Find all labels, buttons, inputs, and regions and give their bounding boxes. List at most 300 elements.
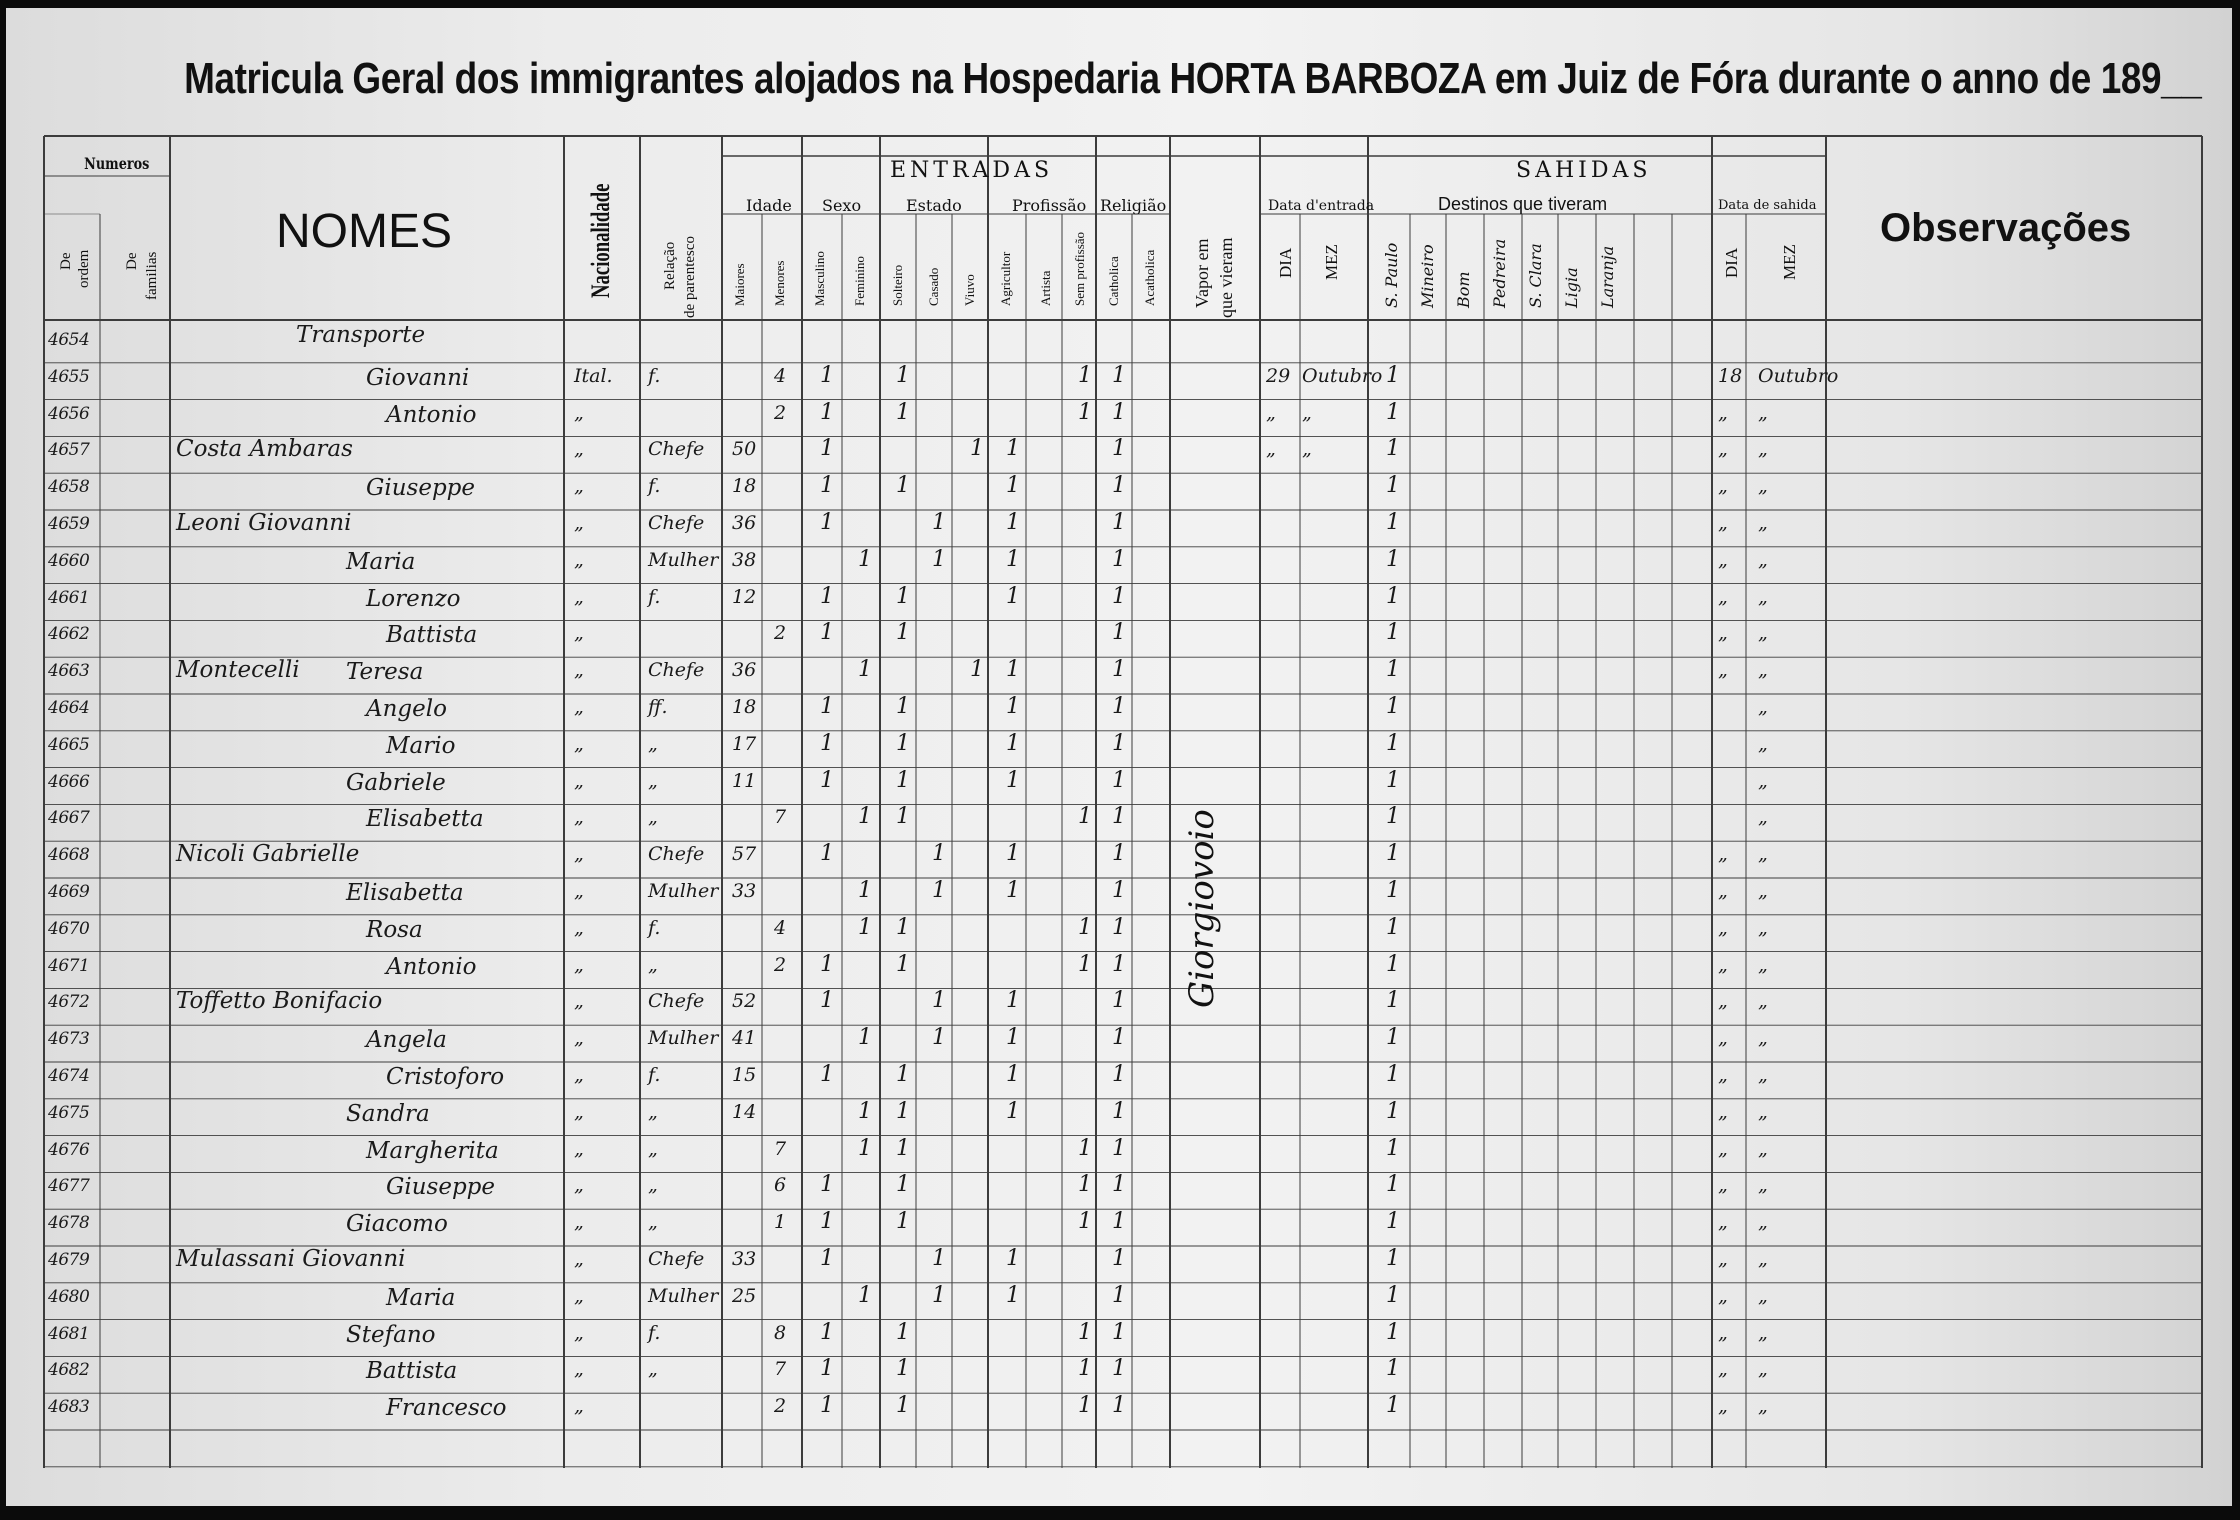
casado-header: Casado bbox=[926, 267, 941, 306]
row-number: 4658 bbox=[48, 477, 90, 498]
row-masculino: 1 bbox=[820, 1356, 834, 1382]
row-given-name: Elisabetta bbox=[346, 880, 464, 906]
row-sahida-mez: „ bbox=[1758, 806, 1768, 829]
destino-header-4: Pedreira bbox=[1490, 238, 1509, 308]
row-casado: 1 bbox=[932, 1282, 946, 1308]
row-masculino: 1 bbox=[820, 510, 834, 535]
row-surname: Montecelli bbox=[176, 657, 300, 684]
row-maiores: 25 bbox=[732, 1284, 757, 1307]
row-maiores: 57 bbox=[732, 843, 757, 866]
row-sahida-dia: „ bbox=[1718, 1211, 1728, 1234]
row-given-name: Rosa bbox=[366, 916, 423, 943]
row-sahida-mez: „ bbox=[1758, 1284, 1768, 1307]
row-destino: 1 bbox=[1386, 1209, 1400, 1235]
row-agricultor: 1 bbox=[1006, 546, 1020, 572]
row-catholica: 1 bbox=[1112, 436, 1126, 462]
row-destino: 1 bbox=[1386, 362, 1400, 388]
row-nacionalidade: „ bbox=[574, 438, 584, 461]
row-nacionalidade: „ bbox=[574, 1027, 584, 1050]
row-catholica: 1 bbox=[1112, 1172, 1126, 1198]
row-masculino: 1 bbox=[820, 988, 834, 1014]
row-given-name: Cristoforo bbox=[386, 1064, 505, 1090]
row-maiores: 36 bbox=[732, 512, 757, 534]
row-sahida-mez: „ bbox=[1758, 953, 1768, 976]
row-agricultor: 1 bbox=[1006, 1062, 1020, 1087]
profissao-header: Profissão bbox=[1012, 196, 1087, 215]
row-destino: 1 bbox=[1386, 546, 1400, 572]
row-entrada-dia: „ bbox=[1266, 401, 1276, 424]
row-relacao: f. bbox=[648, 1064, 661, 1086]
row-catholica: 1 bbox=[1112, 694, 1126, 719]
row-given-name: Giuseppe bbox=[386, 1174, 496, 1201]
row-nacionalidade: „ bbox=[574, 1100, 584, 1123]
row-sahida-mez: „ bbox=[1758, 769, 1768, 792]
row-sahida-dia: „ bbox=[1718, 438, 1728, 461]
row-viuvo: 1 bbox=[970, 657, 984, 683]
row-sahida-mez: „ bbox=[1758, 1395, 1768, 1418]
row-sahida-dia: „ bbox=[1718, 585, 1728, 608]
row-sahida-mez: „ bbox=[1758, 843, 1768, 866]
row-entrada-mez: „ bbox=[1302, 438, 1312, 461]
row-feminino: 1 bbox=[858, 804, 872, 830]
row-entrada-dia: 29 bbox=[1266, 364, 1291, 387]
row-masculino: 1 bbox=[820, 1172, 834, 1198]
row-catholica: 1 bbox=[1112, 1356, 1126, 1382]
row-sahida-dia: „ bbox=[1718, 1395, 1728, 1418]
row-destino: 1 bbox=[1386, 1062, 1400, 1087]
row-menores: 4 bbox=[774, 916, 787, 939]
row-solteiro: 1 bbox=[896, 804, 910, 830]
nacionalidade-header: Nacionalidade bbox=[586, 183, 615, 298]
row-nacionalidade: „ bbox=[574, 843, 584, 866]
row-relacao: „ bbox=[648, 953, 658, 976]
row-sem-profissao: 1 bbox=[1078, 1172, 1092, 1198]
row-masculino: 1 bbox=[820, 694, 834, 719]
row-sahida-dia: „ bbox=[1718, 659, 1728, 682]
destino-header-7: Laranja bbox=[1598, 245, 1617, 308]
row-number: 4679 bbox=[48, 1250, 90, 1270]
maiores-header: Maiores bbox=[732, 263, 747, 306]
row-surname: Nicoli Gabrielle bbox=[176, 841, 360, 868]
row-number: 4666 bbox=[48, 771, 90, 792]
row-number: 4680 bbox=[48, 1286, 90, 1307]
row-masculino: 1 bbox=[820, 473, 834, 499]
row-nacionalidade: „ bbox=[574, 1248, 584, 1270]
row-given-name: Angelo bbox=[366, 696, 447, 722]
row-number: 4678 bbox=[48, 1213, 90, 1234]
destino-header-5: S. Clara bbox=[1526, 243, 1545, 308]
row-number: 4665 bbox=[48, 734, 90, 755]
row-destino: 1 bbox=[1386, 1356, 1400, 1382]
row-solteiro: 1 bbox=[896, 1062, 910, 1087]
row-number: 4659 bbox=[48, 514, 90, 534]
row-solteiro: 1 bbox=[896, 1172, 910, 1198]
row-masculino: 1 bbox=[820, 1393, 834, 1419]
row-number: 4661 bbox=[48, 587, 90, 608]
row-solteiro: 1 bbox=[896, 951, 910, 977]
vapor-name: Giorgiovoio bbox=[1182, 809, 1222, 1008]
row-destino: 1 bbox=[1386, 620, 1400, 646]
row-given-name: Lorenzo bbox=[366, 585, 461, 612]
row-number: 4663 bbox=[48, 661, 90, 682]
row-entrada-mez: Outubro bbox=[1302, 364, 1383, 387]
row-sahida-mez: „ bbox=[1758, 990, 1768, 1013]
idade-header: Idade bbox=[746, 196, 792, 215]
row-sahida-dia: „ bbox=[1718, 1248, 1728, 1270]
row-agricultor: 1 bbox=[1006, 767, 1020, 793]
row-nacionalidade: „ bbox=[574, 990, 584, 1013]
row-number: 4676 bbox=[48, 1139, 90, 1160]
row-maiores: 38 bbox=[732, 548, 757, 571]
row-sem-profissao: 1 bbox=[1078, 951, 1092, 977]
row-destino: 1 bbox=[1386, 878, 1400, 903]
row-masculino: 1 bbox=[820, 767, 834, 793]
row-sahida-mez: „ bbox=[1758, 1027, 1768, 1050]
de-ordem-header-2: ordem bbox=[76, 249, 92, 288]
row-nacionalidade: „ bbox=[574, 1064, 584, 1086]
row-catholica: 1 bbox=[1112, 878, 1126, 903]
row-maiores: 15 bbox=[732, 1064, 757, 1086]
register-page bbox=[6, 8, 2232, 1506]
row-agricultor: 1 bbox=[1006, 436, 1020, 462]
row-menores: 6 bbox=[774, 1174, 787, 1197]
solteiro-header: Solteiro bbox=[890, 264, 905, 306]
row-catholica: 1 bbox=[1112, 1393, 1126, 1419]
row-sahida-dia: 18 bbox=[1718, 364, 1743, 387]
row-agricultor: 1 bbox=[1006, 657, 1020, 683]
row-given-name: Battista bbox=[386, 622, 478, 649]
row-given-name: Angela bbox=[366, 1027, 447, 1054]
row-relacao: Mulher bbox=[648, 548, 719, 571]
row-destino: 1 bbox=[1386, 399, 1400, 425]
row-catholica: 1 bbox=[1112, 473, 1126, 499]
row-solteiro: 1 bbox=[896, 583, 910, 609]
row-sahida-dia: „ bbox=[1718, 990, 1728, 1013]
row-solteiro: 1 bbox=[896, 914, 910, 940]
vapor-header: Vapor em bbox=[1192, 238, 1212, 308]
row-menores: 4 bbox=[774, 364, 787, 387]
row-sahida-mez: „ bbox=[1758, 512, 1768, 534]
row-sahida-mez: „ bbox=[1758, 1100, 1768, 1123]
row-menores: 2 bbox=[774, 1395, 787, 1418]
row-masculino: 1 bbox=[820, 1062, 834, 1087]
row-surname: Costa Ambaras bbox=[176, 436, 353, 463]
row-agricultor: 1 bbox=[1006, 841, 1020, 867]
row-sem-profissao: 1 bbox=[1078, 914, 1092, 940]
row-menores: 2 bbox=[774, 401, 787, 424]
row-sahida-mez: „ bbox=[1758, 1211, 1768, 1234]
row-number: 4682 bbox=[48, 1360, 90, 1381]
row-sahida-mez: „ bbox=[1758, 438, 1768, 461]
row-sahida-dia: „ bbox=[1718, 953, 1728, 976]
row-number: 4662 bbox=[48, 624, 90, 645]
row-sahida-mez: „ bbox=[1758, 696, 1768, 718]
row-casado: 1 bbox=[932, 878, 946, 903]
row-catholica: 1 bbox=[1112, 1025, 1126, 1051]
row-given-name: Elisabetta bbox=[366, 806, 484, 833]
row-nacionalidade: „ bbox=[574, 1174, 584, 1197]
row-sahida-dia: „ bbox=[1718, 843, 1728, 866]
row-nacionalidade: „ bbox=[574, 769, 584, 792]
row-number: 4656 bbox=[48, 403, 90, 424]
row-sahida-dia: „ bbox=[1718, 475, 1728, 498]
row-destino: 1 bbox=[1386, 1135, 1400, 1161]
row-catholica: 1 bbox=[1112, 362, 1126, 388]
religiao-header: Religião bbox=[1100, 196, 1167, 215]
data-sahida-header: Data de sahida bbox=[1718, 198, 1817, 213]
row-given-name: Stefano bbox=[346, 1321, 436, 1348]
row-relacao: Chefe bbox=[648, 438, 705, 461]
row-destino: 1 bbox=[1386, 510, 1400, 535]
row-catholica: 1 bbox=[1112, 914, 1126, 940]
row-destino: 1 bbox=[1386, 767, 1400, 793]
row-sahida-mez: „ bbox=[1758, 622, 1768, 645]
row-maiores: 41 bbox=[732, 1027, 757, 1050]
row-relacao: Chefe bbox=[648, 1248, 705, 1270]
row-maiores: 50 bbox=[732, 438, 757, 461]
row-masculino: 1 bbox=[820, 730, 834, 756]
row-sahida-dia: „ bbox=[1718, 916, 1728, 939]
row-nacionalidade: „ bbox=[574, 880, 584, 902]
row-destino: 1 bbox=[1386, 804, 1400, 830]
row-solteiro: 1 bbox=[896, 767, 910, 793]
row-solteiro: 1 bbox=[896, 620, 910, 646]
row-masculino: 1 bbox=[820, 1209, 834, 1235]
row-catholica: 1 bbox=[1112, 510, 1126, 535]
row-solteiro: 1 bbox=[896, 1356, 910, 1382]
row-maiores: 33 bbox=[732, 880, 757, 902]
row-relacao: Mulher bbox=[648, 1284, 719, 1307]
row-number: 4673 bbox=[48, 1029, 90, 1050]
row-sem-profissao: 1 bbox=[1078, 1356, 1092, 1382]
row-relacao: „ bbox=[648, 732, 658, 755]
row-maiores: 18 bbox=[732, 475, 757, 498]
destino-header-6: Ligia bbox=[1562, 267, 1581, 308]
row-relacao: ff. bbox=[648, 696, 668, 718]
row-agricultor: 1 bbox=[1006, 878, 1020, 903]
row-feminino: 1 bbox=[858, 1098, 872, 1124]
row-sahida-dia: „ bbox=[1718, 1284, 1728, 1307]
row-surname: Mulassani Giovanni bbox=[176, 1246, 406, 1272]
row-casado: 1 bbox=[932, 1246, 946, 1271]
transporte-label: Transporte bbox=[296, 322, 426, 348]
row-number: 4670 bbox=[48, 918, 90, 939]
row-viuvo: 1 bbox=[970, 436, 984, 462]
row-destino: 1 bbox=[1386, 1025, 1400, 1051]
row-nacionalidade: „ bbox=[574, 1358, 584, 1381]
row-catholica: 1 bbox=[1112, 620, 1126, 646]
row-feminino: 1 bbox=[858, 1135, 872, 1161]
row-nacionalidade: „ bbox=[574, 953, 584, 976]
row-destino: 1 bbox=[1386, 694, 1400, 719]
sahidas-header: SAHIDAS bbox=[1516, 158, 1652, 183]
row-sem-profissao: 1 bbox=[1078, 399, 1092, 425]
row-sahida-dia: „ bbox=[1718, 1100, 1728, 1123]
row-sahida-dia: „ bbox=[1718, 1027, 1728, 1050]
entradas-header: ENTRADAS bbox=[890, 158, 1054, 183]
row-destino: 1 bbox=[1386, 436, 1400, 462]
row-given-name: Giuseppe bbox=[366, 475, 476, 502]
row-destino: 1 bbox=[1386, 473, 1400, 499]
row-sahida-dia: „ bbox=[1718, 1064, 1728, 1086]
row-catholica: 1 bbox=[1112, 399, 1126, 425]
row-number: 4668 bbox=[48, 845, 90, 866]
row-number: 4683 bbox=[48, 1397, 90, 1418]
row-maiores: 36 bbox=[732, 659, 757, 682]
row-agricultor: 1 bbox=[1006, 1025, 1020, 1051]
row-nacionalidade: „ bbox=[574, 732, 584, 755]
row-menores: 1 bbox=[774, 1211, 787, 1234]
row-nacionalidade: „ bbox=[574, 401, 584, 424]
row-masculino: 1 bbox=[820, 583, 834, 609]
row-destino: 1 bbox=[1386, 1282, 1400, 1308]
row-destino: 1 bbox=[1386, 988, 1400, 1014]
vapor-header-2: que vieram bbox=[1216, 237, 1236, 318]
row-sahida-dia: „ bbox=[1718, 548, 1728, 571]
artista-header: Artista bbox=[1038, 270, 1053, 306]
row-maiores: 17 bbox=[732, 732, 757, 755]
row-sem-profissao: 1 bbox=[1078, 804, 1092, 830]
row-masculino: 1 bbox=[820, 362, 834, 388]
row-nacionalidade: „ bbox=[574, 696, 584, 718]
row-feminino: 1 bbox=[858, 914, 872, 940]
row-surname: Leoni Giovanni bbox=[176, 510, 352, 536]
row-number: 4672 bbox=[48, 992, 90, 1013]
row-given-name: Battista bbox=[366, 1358, 458, 1385]
row-given-name: Gabriele bbox=[346, 769, 446, 796]
nomes-header: NOMES bbox=[276, 205, 453, 258]
row-maiores: 52 bbox=[732, 990, 757, 1013]
row-catholica: 1 bbox=[1112, 804, 1126, 830]
row-agricultor: 1 bbox=[1006, 1098, 1020, 1124]
row-number: 4667 bbox=[48, 808, 90, 829]
row-given-name: Francesco bbox=[386, 1395, 507, 1422]
row-sahida-mez: „ bbox=[1758, 585, 1768, 608]
relacao-header-2: de parentesco bbox=[682, 235, 698, 318]
row-relacao: Mulher bbox=[648, 1027, 719, 1050]
row-sem-profissao: 1 bbox=[1078, 1135, 1092, 1161]
relacao-header: Relação bbox=[662, 241, 678, 290]
row-sahida-mez: „ bbox=[1758, 732, 1768, 755]
row-destino: 1 bbox=[1386, 841, 1400, 867]
sahida-mez-header: MEZ bbox=[1780, 244, 1799, 280]
row-relacao: „ bbox=[648, 1100, 658, 1123]
row-given-name: Margherita bbox=[366, 1137, 499, 1164]
row-sahida-mez: „ bbox=[1758, 1137, 1768, 1160]
row-sem-profissao: 1 bbox=[1078, 362, 1092, 388]
row-nacionalidade: „ bbox=[574, 585, 584, 608]
row-destino: 1 bbox=[1386, 583, 1400, 609]
estado-header: Estado bbox=[906, 196, 962, 215]
row-masculino: 1 bbox=[820, 841, 834, 867]
destino-header-1: S. Paulo bbox=[1382, 242, 1401, 308]
row-sem-profissao: 1 bbox=[1078, 1209, 1092, 1235]
row-catholica: 1 bbox=[1112, 1246, 1126, 1271]
row-number: 4671 bbox=[48, 955, 90, 976]
row-catholica: 1 bbox=[1112, 546, 1126, 572]
row-agricultor: 1 bbox=[1006, 988, 1020, 1014]
feminino-header: Feminino bbox=[852, 256, 867, 306]
row-solteiro: 1 bbox=[896, 1393, 910, 1419]
row-relacao: „ bbox=[648, 1358, 658, 1381]
row-feminino: 1 bbox=[858, 657, 872, 683]
agricultor-header: Agricultor bbox=[998, 251, 1013, 306]
row-solteiro: 1 bbox=[896, 1098, 910, 1124]
row-sahida-mez: „ bbox=[1758, 1064, 1768, 1086]
row-sahida-dia: „ bbox=[1718, 1174, 1728, 1197]
row-nacionalidade: „ bbox=[574, 1137, 584, 1160]
row-maiores: 11 bbox=[732, 769, 757, 792]
row-casado: 1 bbox=[932, 988, 946, 1014]
de-familias-header-2: familias bbox=[144, 251, 160, 300]
row-nacionalidade: „ bbox=[574, 1321, 584, 1344]
row-solteiro: 1 bbox=[896, 362, 910, 388]
row-feminino: 1 bbox=[858, 1282, 872, 1308]
row-menores: 8 bbox=[774, 1321, 787, 1344]
row-relacao: „ bbox=[648, 1174, 658, 1197]
row-sahida-mez: „ bbox=[1758, 659, 1768, 682]
row-destino: 1 bbox=[1386, 1098, 1400, 1124]
row-number: 4657 bbox=[48, 440, 90, 461]
row-sahida-dia: „ bbox=[1718, 622, 1728, 645]
row-given-name: Antonio bbox=[386, 953, 477, 980]
row-solteiro: 1 bbox=[896, 1209, 910, 1235]
row-menores: 2 bbox=[774, 622, 787, 645]
row-sem-profissao: 1 bbox=[1078, 1393, 1092, 1419]
row-given-name: Antonio bbox=[386, 401, 477, 428]
row-masculino: 1 bbox=[820, 620, 834, 646]
row-feminino: 1 bbox=[858, 878, 872, 903]
row-relacao: f. bbox=[648, 364, 661, 387]
row-sahida-dia: „ bbox=[1718, 1358, 1728, 1381]
row-agricultor: 1 bbox=[1006, 694, 1020, 719]
row-nacionalidade: „ bbox=[574, 512, 584, 534]
row-number: 4664 bbox=[48, 698, 90, 718]
row-nacionalidade: Ital. bbox=[574, 364, 613, 387]
row-sahida-dia: „ bbox=[1718, 512, 1728, 534]
row-catholica: 1 bbox=[1112, 951, 1126, 977]
row-entrada-mez: „ bbox=[1302, 401, 1312, 424]
de-familias-header: De bbox=[124, 252, 140, 270]
destinos-header: Destinos que tiveram bbox=[1438, 194, 1608, 214]
row-catholica: 1 bbox=[1112, 1282, 1126, 1308]
row-relacao: „ bbox=[648, 1137, 658, 1160]
row-number: 4681 bbox=[48, 1323, 90, 1344]
row-nacionalidade: „ bbox=[574, 916, 584, 939]
row-menores: 2 bbox=[774, 953, 787, 976]
row-casado: 1 bbox=[932, 510, 946, 535]
row-destino: 1 bbox=[1386, 730, 1400, 756]
row-sem-profissao: 1 bbox=[1078, 1319, 1092, 1345]
acatholica-header: Acatholica bbox=[1142, 249, 1157, 306]
row-entrada-dia: „ bbox=[1266, 438, 1276, 461]
row-agricultor: 1 bbox=[1006, 1246, 1020, 1271]
row-masculino: 1 bbox=[820, 399, 834, 425]
row-casado: 1 bbox=[932, 1025, 946, 1051]
row-catholica: 1 bbox=[1112, 583, 1126, 609]
row-number: 4669 bbox=[48, 882, 90, 902]
row-relacao: f. bbox=[648, 585, 661, 608]
row-menores: 7 bbox=[774, 1358, 787, 1381]
row-catholica: 1 bbox=[1112, 988, 1126, 1014]
row-catholica: 1 bbox=[1112, 657, 1126, 683]
row-casado: 1 bbox=[932, 546, 946, 572]
row-sahida-mez: „ bbox=[1758, 1248, 1768, 1270]
row-relacao: Chefe bbox=[648, 843, 705, 866]
de-ordem-header: De bbox=[58, 252, 74, 270]
row-destino: 1 bbox=[1386, 914, 1400, 940]
data-entrada-header: Data d'entrada bbox=[1268, 198, 1375, 214]
